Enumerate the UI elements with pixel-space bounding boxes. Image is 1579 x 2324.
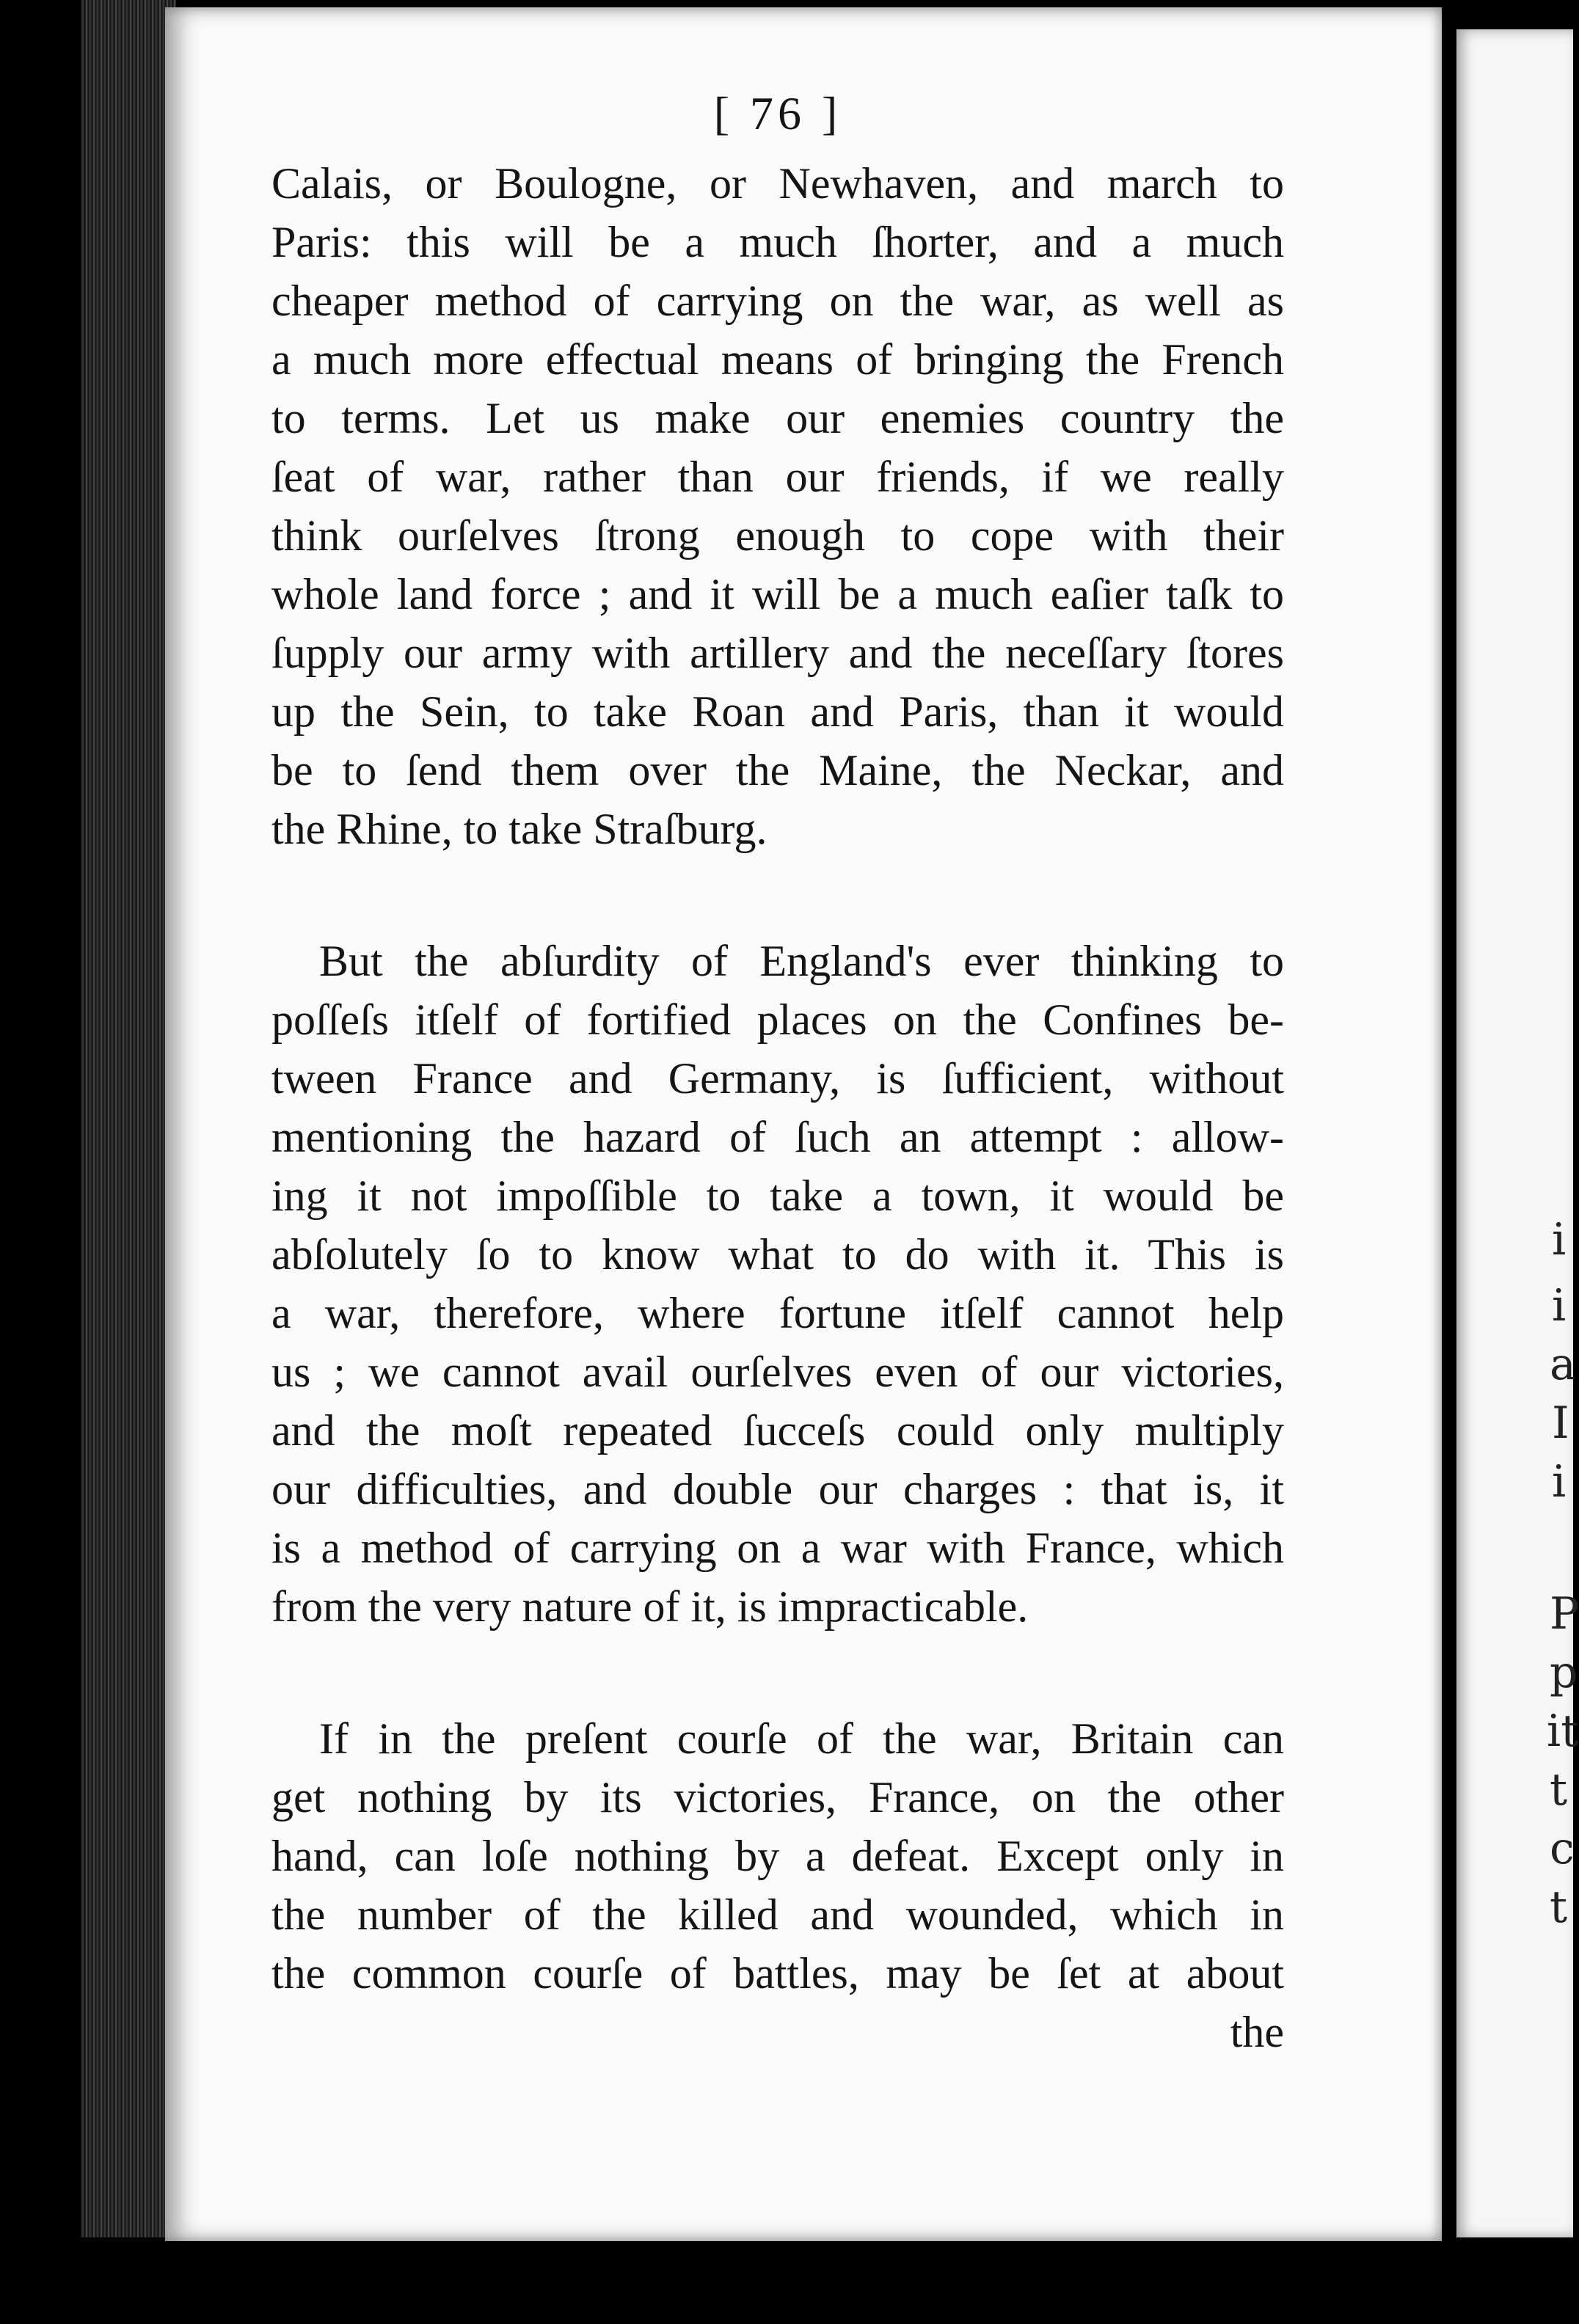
book-binding bbox=[81, 0, 176, 2237]
facing-page-fragment: i bbox=[1552, 1214, 1567, 1265]
text-line: a much more effectual means of bringing the French bbox=[271, 335, 1284, 384]
text-line: our difficulties, and double our charges : that is, it bbox=[271, 1465, 1284, 1513]
text-line: Paris: this will be a much ſhorter, and a much bbox=[271, 218, 1284, 266]
facing-page-fragment: I bbox=[1552, 1397, 1569, 1449]
text-line: ing it not impoſſible to take a town, it would be bbox=[271, 1172, 1284, 1220]
text-line: abſolutely ſo to know what to do with it. This is bbox=[271, 1230, 1284, 1279]
page-text bbox=[271, 73, 1284, 2061]
text-line: poſſeſs itſelf of fortified places on the Confines be- bbox=[271, 995, 1284, 1044]
facing-page-fragment: t bbox=[1550, 1764, 1568, 1816]
text-line: cheaper method of carrying on the war, as well as bbox=[271, 277, 1284, 325]
text-line: the Rhine, to take Straſburg. bbox=[271, 805, 767, 853]
text-line: tween France and Germany, is ſufficient, without bbox=[271, 1054, 1284, 1103]
text-line: Calais, or Boulogne, or Newhaven, and march to bbox=[271, 159, 1284, 208]
text-line: and the moſt repeated ſucceſs could only multiply bbox=[271, 1406, 1284, 1455]
facing-page-fragment: i bbox=[1552, 1280, 1567, 1331]
facing-page-fragment: a bbox=[1550, 1339, 1576, 1390]
facing-page-fragment: t bbox=[1550, 1882, 1568, 1933]
paragraph bbox=[271, 932, 1284, 1636]
text-line: ſupply our army with artillery and the neceſſary ſtores bbox=[271, 629, 1284, 677]
text-line: ſeat of war, rather than our friends, if we really bbox=[271, 453, 1284, 501]
text-line: But the abſurdity of England's ever thinking to bbox=[319, 937, 1284, 985]
text-line: a war, therefore, where fortune itſelf cannot help bbox=[271, 1289, 1284, 1337]
paragraph-gap bbox=[271, 858, 1284, 932]
facing-page-fragment: p bbox=[1550, 1647, 1578, 1698]
text-line: us ; we cannot avail ourſelves even of our victories, bbox=[271, 1348, 1284, 1396]
text-line: get nothing by its victories, France, on the other bbox=[271, 1773, 1284, 1821]
text-line: is a method of carrying on a war with France, which bbox=[271, 1524, 1284, 1572]
paragraph-gap bbox=[271, 1636, 1284, 1709]
paragraph bbox=[271, 154, 1284, 858]
text-line: hand, can loſe nothing by a defeat. Except only in bbox=[271, 1832, 1284, 1880]
text-line: think ourſelves ſtrong enough to cope with their bbox=[271, 511, 1284, 560]
catchword: the bbox=[1230, 2008, 1284, 2056]
facing-page-fragment: i bbox=[1552, 1456, 1567, 1508]
text-line: from the very nature of it, is impracticable. bbox=[271, 1582, 1029, 1631]
text-line: up the Sein, to take Roan and Paris, than it would bbox=[271, 687, 1284, 736]
page-number: [ 76 ] bbox=[713, 87, 842, 139]
text-line: the common courſe of battles, may be ſet at about bbox=[271, 1949, 1284, 1998]
text-line: mentioning the hazard of ſuch an attempt : allow- bbox=[271, 1113, 1284, 1161]
facing-page-fragment: P bbox=[1550, 1588, 1579, 1640]
text-line: If in the preſent courſe of the war, Britain can bbox=[319, 1714, 1284, 1763]
facing-page-fragment: it bbox=[1547, 1706, 1579, 1757]
paragraph bbox=[271, 1709, 1284, 2003]
text-line: whole land force ; and it will be a much eaſier taſk to bbox=[271, 570, 1284, 618]
facing-page-fragment: c bbox=[1550, 1823, 1575, 1874]
text-line: to terms. Let us make our enemies country the bbox=[271, 394, 1284, 442]
text-line: be to ſend them over the Maine, the Neckar, and bbox=[271, 746, 1284, 794]
text-line: the number of the killed and wounded, which in bbox=[271, 1890, 1284, 1939]
